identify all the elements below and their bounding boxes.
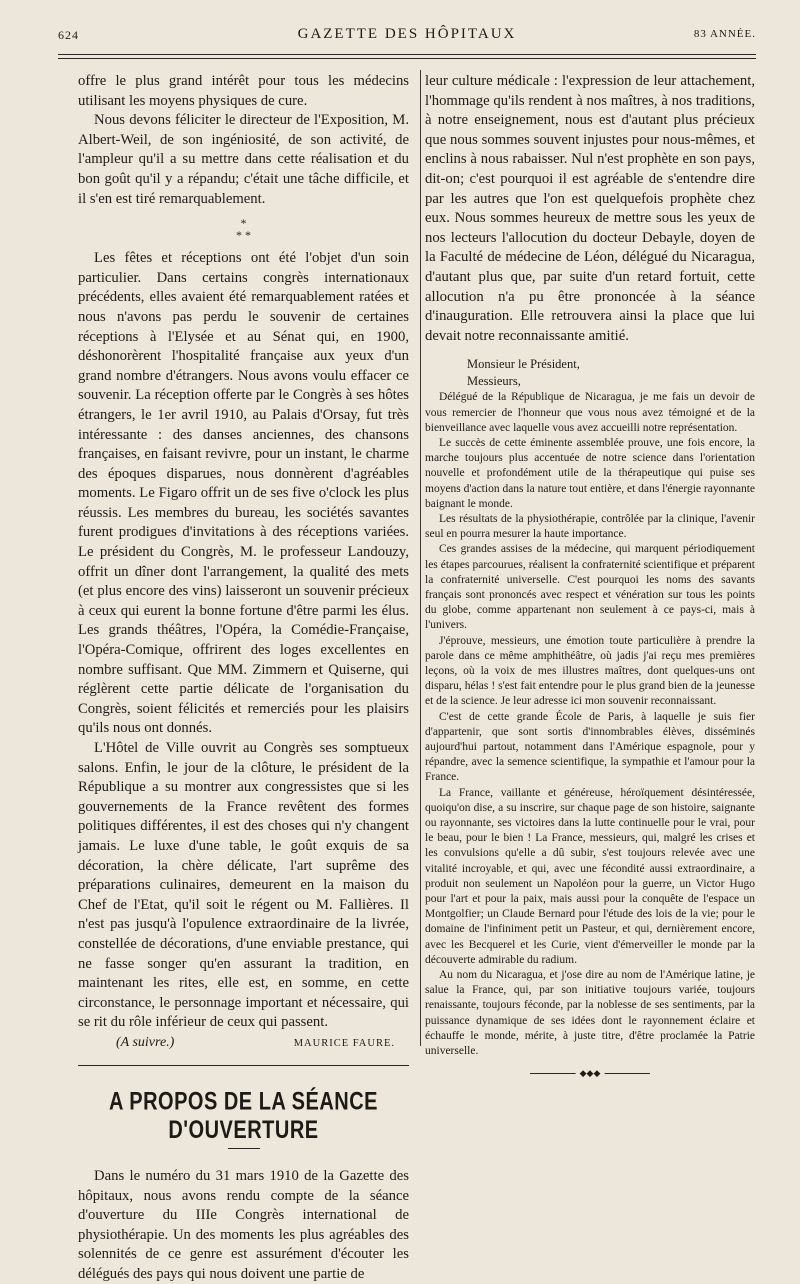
- section-heading: A PROPOS DE LA SÉANCE D'OUVERTURE: [108, 1087, 379, 1145]
- end-ornament: ◆◆◆: [530, 1073, 650, 1074]
- salutation: Monsieur le Président,: [467, 357, 580, 372]
- paragraph: Les fêtes et réceptions ont été l'objet d'un soin particulier. Dans certains congrès internationaux précédents, elles avaient été remarquablement ratées et nous n'avons pas perdu le souvenir de certaines réceptions à l'Elysée et au Sénat qui, en 1900, déshonorèrent l'hospitalité française aux yeux d'un grand nombre d'étrangers. Nous avons voulu effacer ce souvenir. La réception offerte par le Congrès à ses hôtes étrangers, le 1er avril 1910, au Palais d'Orsay, fut très intéressante : des danses anciennes, des chansons françaises, en faisant revivre, pour un instant, le charme des époques disparues, nous donnèrent d'agréables moments. Le Figaro offrit un de ses five o'clock les plus réussis. Les membres du bureau, les sociétés savantes furent prodigues d'invitations à des réceptions variées. Le président du Congrès, M. le professeur Landouzy, offrit un dîner dont l'arrangement, la qualité des mets (et plus encore des vins) laisseront un souvenir précieux à ceux qui eurent la bonne fortune d'être parmi les élus. Les grands théâtres, l'Opéra, la Comédie-Française, l'Opéra-Comique, offrirent des loges excellentes en nombre suffisant. Que MM. Zimmern et Quiserne, qui réglèrent cette partie délicate de l'organisation du Congrès, soient félicités et remerciés pour les plaisirs qu'ils nous ont donnés.: [78, 250, 409, 737]
- right-column: [425, 72, 755, 1079]
- page-number: 624: [58, 28, 79, 42]
- column-divider: [420, 70, 421, 1046]
- speech-text: [425, 390, 755, 1059]
- paragraph: L'Hôtel de Ville ouvrit au Congrès ses somptueux salons. Enfin, le jour de la clôture, le président de la République a su montrer aux congressistes que si les gouvernements de la France revêtent des formes politiques différentes, il est des choses qui n'y changent jamais. Le luxe d'une table, le goût exquis de sa décoration, la chère délicate, l'art suprême des préparations culinaires, demeurent en la maison du Chef de l'Etat, qu'il soit le régent ou M. Fallières. Il n'est pas jusqu'à l'opulence extraordinaire de la livrée, constellée de décorations, d'une enviable prestance, qui ne fasse songer qu'en assurant la tradition, en maintenant les rites, elle est, en somme, en cette circonstance, le personnage important et nécessaire, qui se rit du rôle inférieur de ceux qui passent.: [78, 740, 409, 1031]
- signature-line: [78, 1035, 409, 1051]
- paragraph: Délégué de la République de Nicaragua, je me fais un devoir de vous remercier de l'honneur que vous nous avez témoigné et de la bienveillance avec laquelle vous avez accueilli notre représentation.: [425, 391, 755, 434]
- paragraph: leur culture médicale : l'expression de leur attachement, l'hommage qu'ils rendent à nos maîtres, à nos traditions, à notre enseignement, nous est d'autant plus précieux que nous sommes souvent injustes pour nous-mêmes, et enclins à nous rabaisser. Nul n'est prophète en son pays, dit-on; c'est pourquoi il est agréable de s'entendre dire par les autres que l'on est quelquefois prophète chez eux. Nous sommes heureux de mettre sous les yeux de nos lecteurs l'allocution du docteur Debayle, doyen de la Faculté de médecine de Léon, délégué du Nicaragua, d'autant plus que, par suite d'un retard fortuit, cette allocution n'a pu être prononcée à la séance d'inauguration. Elle retrouvera ainsi la place que lui devait notre reconnaissante amitié.: [425, 73, 755, 344]
- paragraph: Nous devons féliciter le directeur de l'Exposition, M. Albert-Weil, de son ingéniosité, de son activité, de l'ampleur qu'il a su mettre dans cette réalisation et du bon goût qu'il y a répandu; c'était une tâche difficile, et il s'en est tiré remarquablement.: [78, 112, 409, 207]
- paragraph: Dans le numéro du 31 mars 1910 de la Gazette des hôpitaux, nous avons rendu compte de la séance d'ouverture du IIIe Congrès international de physiothérapie. Un des moments les plus agréables des solennités de ce genre est assurément d'écouter les délégués des pays qui nous doivent une partie de: [78, 1167, 409, 1282]
- paragraph: Les résultats de la physiothérapie, contrôlée par la clinique, l'avenir seul en pourra mesurer la haute importance.: [425, 512, 755, 541]
- year-label: 83 ANNÉE.: [693, 28, 756, 40]
- asterism: * * *: [236, 216, 251, 243]
- journal-title: GAZETTE DES HÔPITAUX: [297, 26, 517, 42]
- author-name: MAURICE FAURE.: [293, 1037, 395, 1049]
- paragraph: Ces grandes assises de la médecine, qui marquent périodiquement les étapes parcourues, réalisent la confraternité scientifique et préparent la confraternité universelle. C'est pourquoi les noms des savants français sont prononcés avec respect et vénération sur tous les points du globe, comme appartenant non seulement à ce pays-ci, mais à l'univers.: [425, 543, 755, 632]
- paragraph: J'éprouve, messieurs, une émotion toute particulière à prendre la parole dans ce même amphithéâtre, où jadis j'ai reçu mes premières leçons, où la voix de mes illustres maîtres, dont quelques-uns ont disparu, hélas ! s'est fait entendre pour le plus grand bien de la jeunesse et de la science. Je leur adresse ici mon souvenir reconnaissant.: [425, 634, 755, 708]
- header-rule-thin: [58, 58, 756, 59]
- left-column: [78, 72, 409, 1284]
- to-be-continued: (A suivre.): [116, 1034, 175, 1050]
- paragraph: offre le plus grand intérêt pour tous les médecins utilisant les moyens physiques de cure.: [78, 73, 409, 109]
- heading-rule: [228, 1148, 260, 1149]
- section-rule: [78, 1065, 409, 1066]
- page-header: [58, 26, 756, 48]
- paragraph: C'est de cette grande École de Paris, à laquelle je suis fier d'appartenir, que sont sortis d'innombrables élèves, disséminés aujourd'hui partout, notamment dans l'Amérique espagnole, pour y répandre, avec la semence scientifique, la sympathie et l'amour pour la France.: [425, 710, 755, 784]
- paragraph: Au nom du Nicaragua, et j'ose dire au nom de l'Amérique latine, je salue la France, qui, par son initiative toujours variée, toujours renaissante, toujours féconde, par la noblesse de ses sentiments, par la puissance dynamique de ses idées dont le rayonnement éclaire et échauffe le monde, mérite, à juste titre, d'être proclamée la Patrie universelle.: [425, 969, 755, 1058]
- paragraph: Le succès de cette éminente assemblée prouve, une fois encore, la marche toujours plus accentuée de notre science dans l'orientation nouvelle et profondément utile de la thérapeutique qui puise ses moyens d'action dans la nature tout entière, et dans l'énergie rayonnante baignant le monde.: [425, 436, 755, 510]
- header-rule-thick: [58, 54, 756, 55]
- salutation: Messieurs,: [467, 374, 521, 389]
- paragraph: La France, vaillante et généreuse, héroïquement désintéressée, quoiqu'on dise, a su inscrire, sur chaque page de son histoire, saignante ou rayonnante, ses victoires dans la lutte continuelle pour le vrai, pour le beau, pour le bien ! La France, messieurs, qui, malgré les crises et les convulsions qu'elle a dû subir, s'est toujours relevée avec une vitalité incroyable, et qui, avec une fécondité aussi extraordinaire, a produit non seulement un Napoléon pour la guerre, un Victor Hugo pour l'art et pour la paix, mais aussi pour la conquête de l'espace un Montgolfier; un Claude Bernard pour l'étude des lois de la vie; pour le domaine de l'infiniment petit un Pasteur, et qui, dernièrement encore, avec les Becquerel et les Curie, vient d'émerveiller le monde par la découverte admirable du radium.: [425, 786, 755, 966]
